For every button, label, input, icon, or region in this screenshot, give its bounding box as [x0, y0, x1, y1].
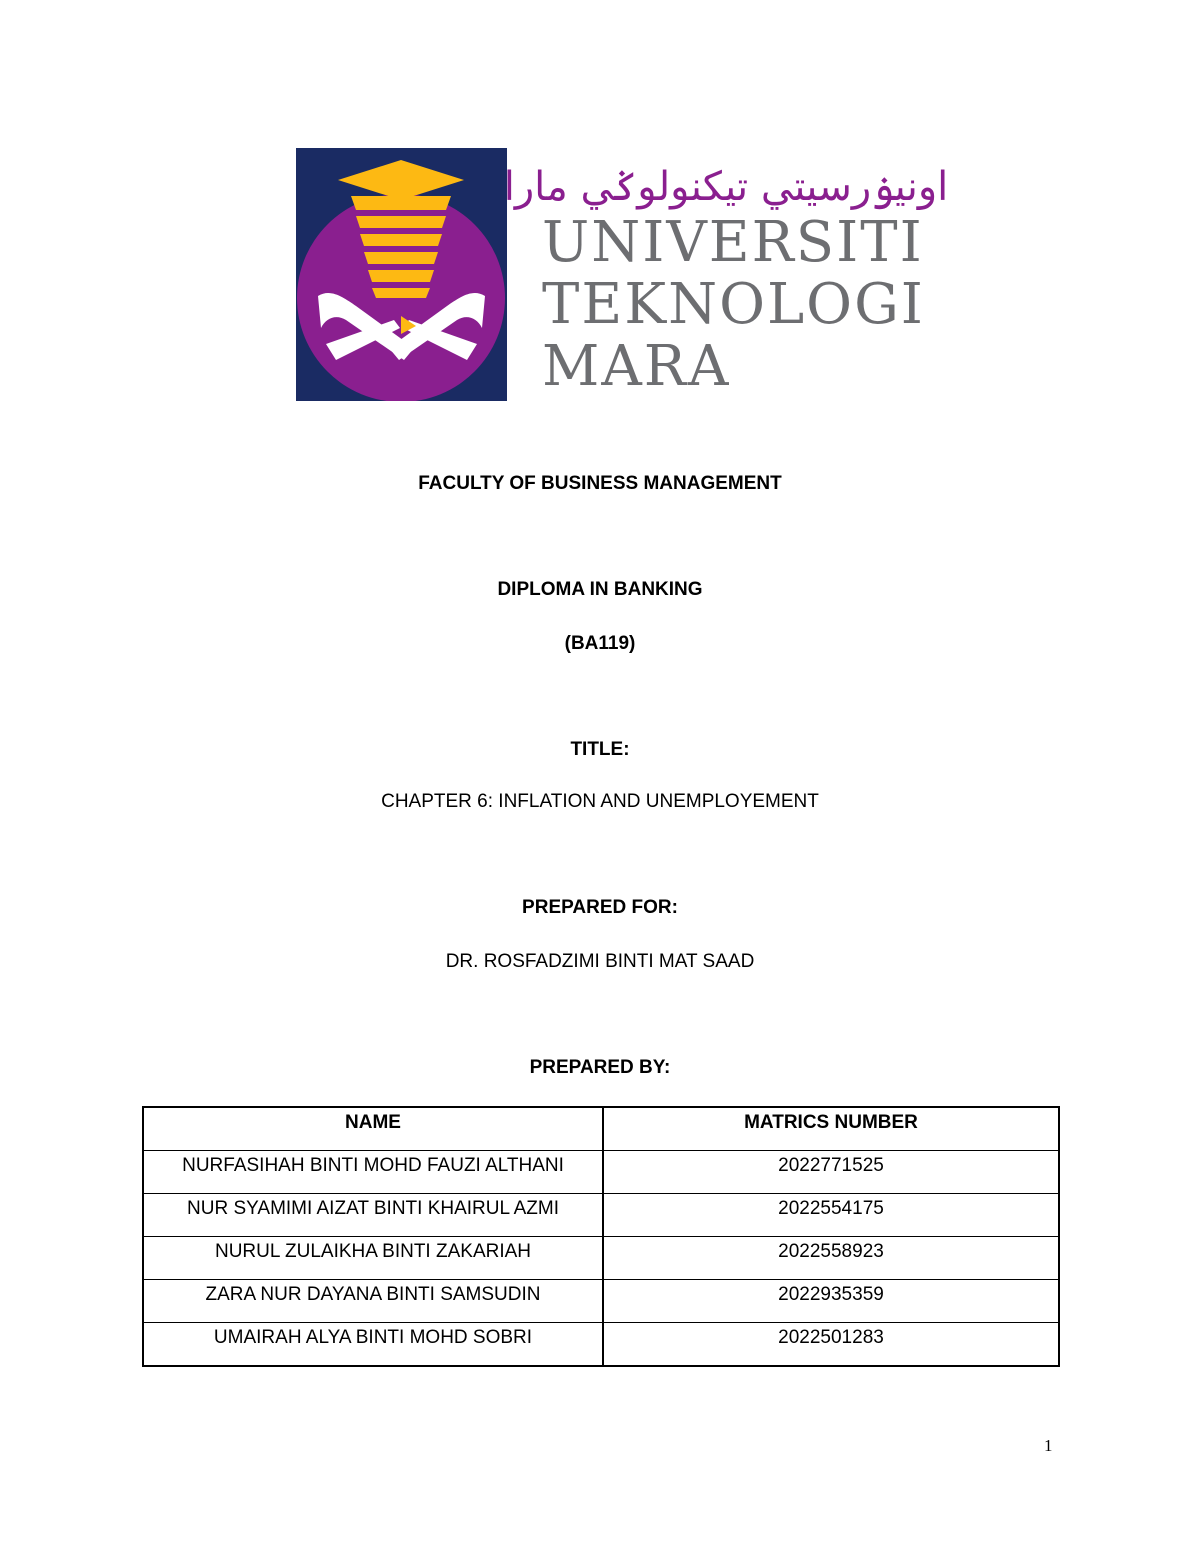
university-wordmark	[542, 212, 925, 398]
table-row	[143, 1194, 1059, 1237]
member-matrics-number: 2022935359	[603, 1280, 1059, 1323]
jawi-text-graphic-icon	[503, 152, 949, 216]
member-name: UMAIRAH ALYA BINTI MOHD SOBRI	[143, 1323, 603, 1367]
member-name: NUR SYAMIMI AIZAT BINTI KHAIRUL AZMI	[143, 1194, 603, 1237]
table-row	[143, 1151, 1059, 1194]
uitm-crest-icon	[296, 148, 507, 401]
faculty-name: FACULTY OF BUSINESS MANAGEMENT	[418, 473, 782, 494]
program-name: DIPLOMA IN BANKING	[497, 579, 703, 600]
member-name: NURFASIHAH BINTI MOHD FAUZI ALTHANI	[143, 1151, 603, 1194]
program-code: (BA119)	[564, 633, 636, 654]
wordmark-universiti: UNIVERSITI	[542, 210, 924, 275]
university-logo	[296, 148, 949, 404]
member-matrics-number: 2022771525	[603, 1151, 1059, 1194]
table-header-row	[143, 1107, 1059, 1151]
jawi-university-name	[503, 152, 949, 216]
prepared-by-label: PREPARED BY:	[529, 1057, 671, 1078]
table-row	[143, 1280, 1059, 1323]
table-row	[143, 1237, 1059, 1280]
member-name: NURUL ZULAIKHA BINTI ZAKARIAH	[143, 1237, 603, 1280]
wordmark-teknologi: TEKNOLOGI	[542, 272, 925, 337]
title-label: TITLE:	[570, 739, 630, 760]
member-matrics-number: 2022558923	[603, 1237, 1059, 1280]
prepared-for-value: DR. ROSFADZIMI BINTI MAT SAAD	[445, 951, 755, 972]
wordmark-mara: MARA	[542, 334, 731, 399]
title-value: CHAPTER 6: INFLATION AND UNEMPLOYEMENT	[381, 791, 819, 812]
jawi-text: اونيۏرسيتي تيكنولوݢي مارا	[503, 164, 949, 210]
table-row	[143, 1323, 1059, 1367]
column-header-matrics-number: MATRICS NUMBER	[603, 1107, 1059, 1151]
prepared-for-label: PREPARED FOR:	[522, 897, 678, 918]
member-matrics-number: 2022554175	[603, 1194, 1059, 1237]
page-number: 1	[1044, 1436, 1053, 1455]
column-header-name: NAME	[143, 1107, 603, 1151]
member-matrics-number: 2022501283	[603, 1323, 1059, 1367]
members-table	[142, 1106, 1060, 1367]
member-name: ZARA NUR DAYANA BINTI SAMSUDIN	[143, 1280, 603, 1323]
